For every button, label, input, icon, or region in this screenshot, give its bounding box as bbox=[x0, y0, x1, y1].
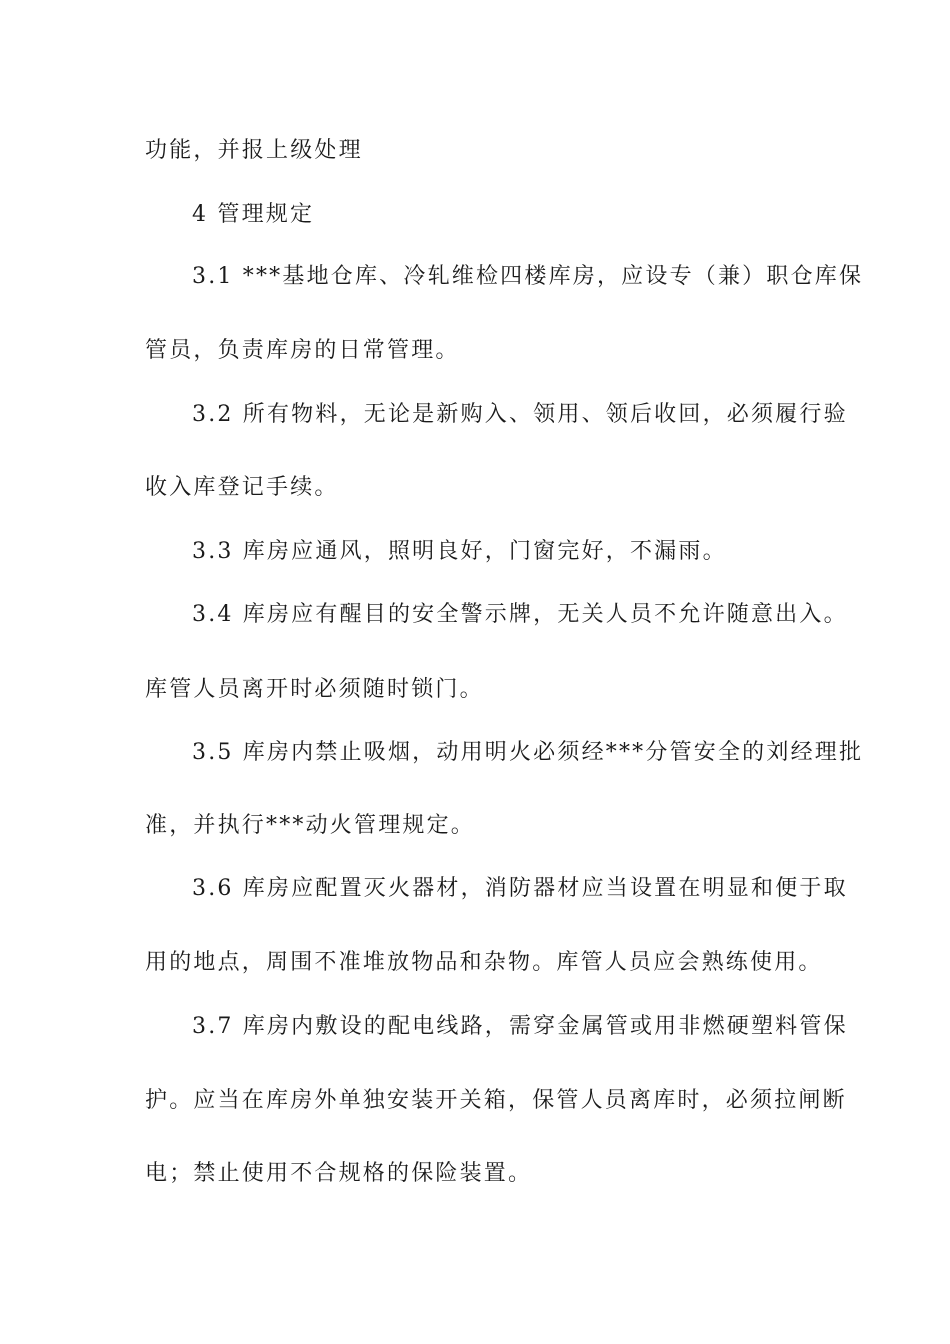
clause-3-7-line-3: 电；禁止使用不合规格的保险装置。 bbox=[145, 1161, 533, 1186]
clause-3-1-line-2: 管员，负责库房的日常管理。 bbox=[145, 338, 460, 363]
clause-3-7-line-1: 3.7 库房内敷设的配电线路，需穿金属管或用非燃硬塑料管保 bbox=[192, 1014, 848, 1039]
clause-3-4-line-2: 库管人员离开时必须随时锁门。 bbox=[145, 677, 484, 702]
section-heading: 4 管理规定 bbox=[192, 202, 315, 227]
clause-3-5-line-1: 3.5 库房内禁止吸烟，动用明火必须经***分管安全的刘经理批 bbox=[192, 740, 864, 765]
clause-3-5-line-2: 准，并执行***动火管理规定。 bbox=[145, 813, 476, 838]
clause-3-2-line-2: 收入库登记手续。 bbox=[145, 475, 339, 500]
clause-3-2-line-1: 3.2 所有物料，无论是新购入、领用、领后收回，必须履行验 bbox=[192, 402, 848, 427]
clause-3-6-line-1: 3.6 库房应配置灭火器材，消防器材应当设置在明显和便于取 bbox=[192, 876, 848, 901]
clause-3-3: 3.3 库房应通风，照明良好，门窗完好，不漏雨。 bbox=[192, 539, 727, 564]
clause-3-1-line-1: 3.1 ***基地仓库、冷轧维检四楼库房，应设专（兼）职仓库保 bbox=[192, 264, 864, 289]
clause-3-4-line-1: 3.4 库房应有醒目的安全警示牌，无关人员不允许随意出入。 bbox=[192, 602, 848, 627]
clause-3-6-line-2: 用的地点，周围不准堆放物品和杂物。库管人员应会熟练使用。 bbox=[145, 950, 823, 975]
clause-3-7-line-2: 护。应当在库房外单独安装开关箱，保管人员离库时，必须拉闸断 bbox=[145, 1088, 847, 1113]
paragraph-line-continuation: 功能，并报上级处理 bbox=[145, 138, 363, 163]
